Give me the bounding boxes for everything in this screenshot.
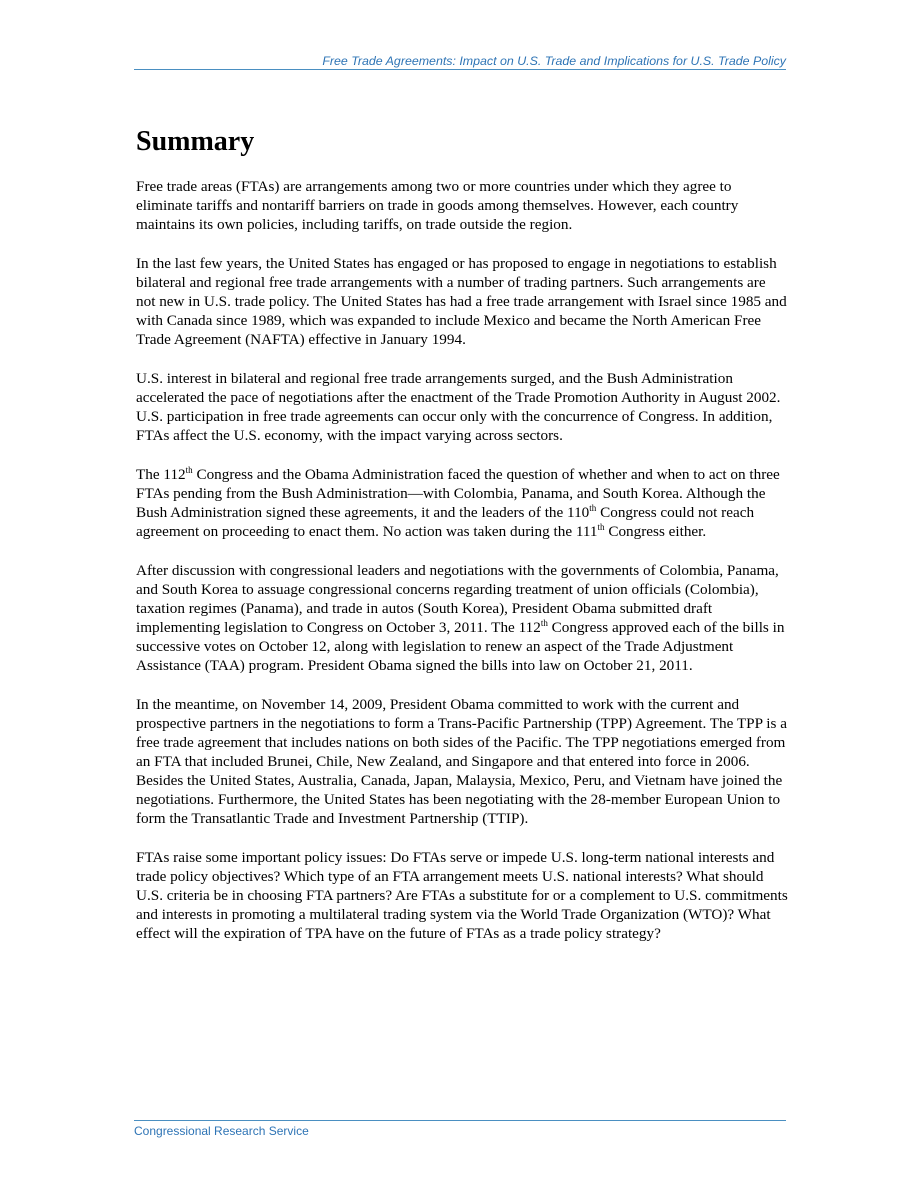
page-title: Summary bbox=[136, 126, 255, 157]
summary-paragraph-5 bbox=[136, 561, 788, 675]
ordinal-suffix: th bbox=[597, 522, 605, 532]
summary-body bbox=[136, 177, 788, 963]
summary-paragraph-2: In the last few years, the United States has engaged or has proposed to engage in negotiations to establish bilateral and regional free trade arrangements with a number of trading partners. Such arrangements are not new in U.S. trade policy. The United States has had a free trade arrangement with Israel since 1985 and with Canada since 1989, which was expanded to include Mexico and became the North American Free Trade Agreement (NAFTA) effective in January 1994. bbox=[136, 255, 787, 348]
summary-paragraph-4 bbox=[136, 465, 788, 541]
running-header-title: Free Trade Agreements: Impact on U.S. Trade and Implications for U.S. Trade Policy bbox=[322, 54, 786, 68]
paragraph-4-text-2: Congress and the Obama Administration faced the question of whether and when to act on three FTAs pending from the Bush Administration—with Colombia, Panama, and South Korea. Although the Bush Administration signed these agreements, it and the leaders of the 110 bbox=[136, 466, 780, 521]
paragraph-5-text-2: Congress approved each of the bills in successive votes on October 12, along with legislation to renew an aspect of the Trade Adjustment Assistance (TAA) program. President Obama signed the bills into law on October 21, 2011. bbox=[136, 619, 785, 674]
paragraph-4-text-4: Congress either. bbox=[604, 523, 707, 540]
summary-paragraph-3: U.S. interest in bilateral and regional free trade arrangements surged, and the Bush Administration accelerated the pace of negotiations after the enactment of the Trade Promotion Authority in August 2002. U.S. participation in free trade agreements can occur only with the concurrence of Congress. In addition, FTAs affect the U.S. economy, with the impact varying across sectors. bbox=[136, 370, 781, 444]
ordinal-suffix: th bbox=[589, 503, 597, 513]
paragraph-4-text-1: The 112 bbox=[136, 466, 186, 483]
running-header bbox=[134, 53, 786, 70]
footer-label: Congressional Research Service bbox=[134, 1124, 309, 1138]
ordinal-suffix: th bbox=[185, 465, 193, 475]
summary-paragraph-1: Free trade areas (FTAs) are arrangements among two or more countries under which they agree to eliminate tariffs and nontariff barriers on trade in goods among themselves. However, each country maintains its own policies, including tariffs, on trade outside the region. bbox=[136, 178, 739, 233]
summary-paragraph-6: In the meantime, on November 14, 2009, President Obama committed to work with the current and prospective partners in the negotiations to form a Trans-Pacific Partnership (TPP) Agreement. The TPP is a free trade agreement that includes nations on both sides of the Pacific. The TPP negotiations emerged from an FTA that included Brunei, Chile, New Zealand, and Singapore and that entered into force in 2006. Besides the United States, Australia, Canada, Japan, Malaysia, Mexico, Peru, and Vietnam have joined the negotiations. Furthermore, the United States has been negotiating with the 28-member European Union to form the Transatlantic Trade and Investment Partnership (TTIP). bbox=[136, 696, 787, 827]
paragraph-5-text-1: After discussion with congressional leaders and negotiations with the governments of Colombia, Panama, and South Korea to assuage congressional concerns regarding treatment of union officials (Colombia), taxation regimes (Panama), and trade in autos (South Korea), President Obama submitted draft implementing legislation to Congress on October 3, 2011. The 112 bbox=[136, 562, 779, 636]
page-footer bbox=[134, 1120, 786, 1139]
paragraph-4-text-3: Congress could not reach agreement on proceeding to enact them. No action was taken during the 111 bbox=[136, 504, 755, 540]
ordinal-suffix: th bbox=[540, 618, 548, 628]
summary-paragraph-7: FTAs raise some important policy issues: Do FTAs serve or impede U.S. long-term national interests and trade policy objectives? Which type of an FTA arrangement meets U.S. national interests? What should U.S. criteria be in choosing FTA partners? Are FTAs a substitute for or a complement to U.S. commitments and interests in promoting a multilateral trading system via the World Trade Organization (WTO)? What effect will the expiration of TPA have on the future of FTAs as a trade policy strategy? bbox=[136, 849, 788, 942]
